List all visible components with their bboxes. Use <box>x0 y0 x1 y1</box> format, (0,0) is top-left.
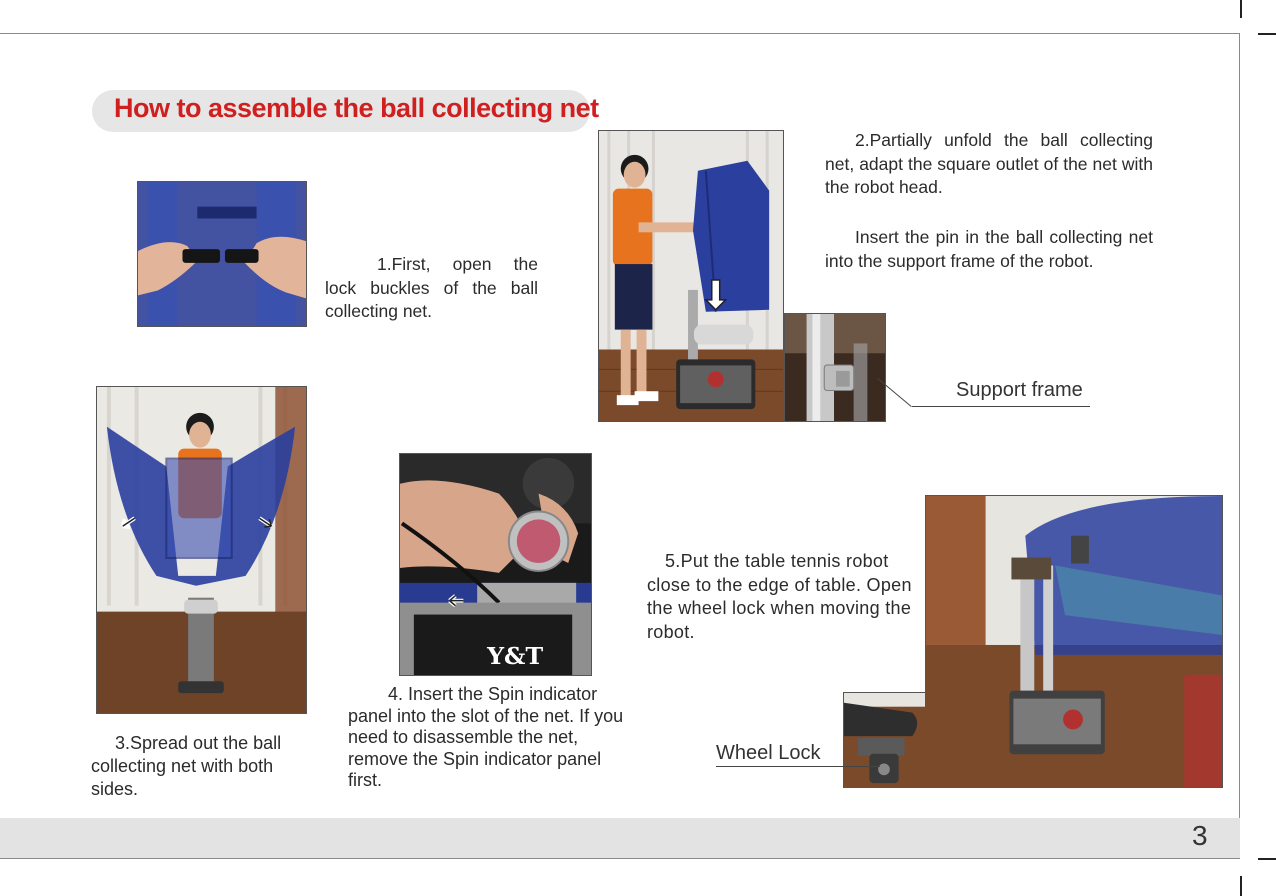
robot-brand-text: Y&T <box>487 642 544 671</box>
photo-robot-table <box>925 495 1223 788</box>
step3-text: 3.Spread out the ball collecting net with both sides. <box>91 733 282 799</box>
step2b-text: Insert the pin in the ball collecting net into the support frame of the robot. <box>825 227 1153 271</box>
support-frame-underline <box>912 406 1090 407</box>
photo-wheel-lock-inset <box>843 692 926 788</box>
photo-support-frame-inset <box>784 313 886 422</box>
crop-mark <box>1240 0 1242 18</box>
photo-spin-panel <box>399 453 592 676</box>
support-frame-label: Support frame <box>956 379 1083 401</box>
footer-bar <box>0 818 1240 858</box>
step1-text: 1.First, open the lock buckles of the ball collecting net. <box>325 254 538 321</box>
page-title: How to assemble the ball collecting net <box>114 93 599 123</box>
step4-text: 4. Insert the Spin indicator panel into the slot of the net. If you need to disassemble the net, remove the Spin indicator panel first. <box>348 684 624 790</box>
photo-unfold-net <box>598 130 784 422</box>
crop-mark <box>1240 876 1242 896</box>
step2a-text: 2.Partially unfold the ball collecting net, adapt the square outlet of the net with the robot head. <box>825 130 1153 197</box>
crop-mark <box>1258 33 1276 35</box>
page-number: 3 <box>1192 820 1208 851</box>
crop-mark <box>1258 858 1276 860</box>
photo-lock-buckle <box>137 181 307 327</box>
step5-text: 5.Put the table tennis robot close to the edge of table. Open the wheel lock when moving the robot. <box>647 551 912 642</box>
wheel-lock-underline <box>716 766 880 767</box>
wheel-lock-label: Wheel Lock <box>716 742 821 764</box>
photo-spread-net <box>96 386 307 714</box>
